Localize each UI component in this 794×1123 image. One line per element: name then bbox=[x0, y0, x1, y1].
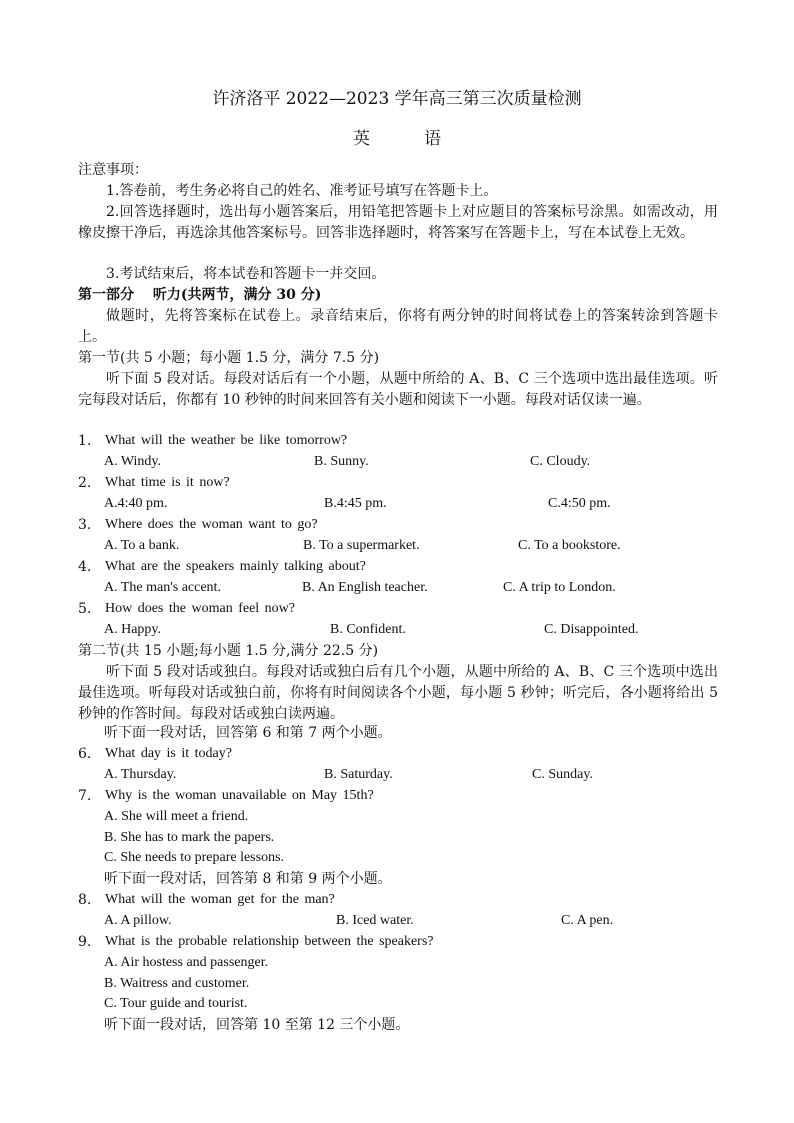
question-6 bbox=[78, 744, 718, 764]
option-a: A. To a bank. bbox=[104, 538, 180, 553]
question-text: What will the woman get for the man? bbox=[105, 892, 335, 907]
question-number: 4. bbox=[78, 559, 92, 575]
question-text: What is the probable relationship between the speakers? bbox=[105, 934, 434, 949]
part1-heading: 第一部分 听力(共两节，满分 30 分) bbox=[78, 287, 322, 303]
question-7-option-b: B. She has to mark the papers. bbox=[104, 830, 275, 845]
prompt-q6-q7: 听下面一段对话，回答第 6 和第 7 两个小题。 bbox=[104, 725, 392, 741]
question-text: What time is it now? bbox=[105, 475, 230, 490]
option-c: C. Cloudy. bbox=[530, 454, 591, 469]
notice-heading: 注意事项： bbox=[78, 162, 148, 178]
exam-title: 许济洛平 2022—2023 学年高三第三次质量检测 bbox=[212, 89, 582, 109]
option-b: B. To a supermarket. bbox=[303, 538, 420, 553]
section2-heading: 第二节(共 15 小题;每小题 1.5 分,满分 22.5 分) bbox=[78, 643, 379, 659]
option-c: C. A pen. bbox=[561, 913, 614, 928]
question-4-options bbox=[104, 578, 704, 598]
question-text: Why is the woman unavailable on May 15th? bbox=[105, 788, 374, 803]
option-a: A. Happy. bbox=[104, 622, 162, 637]
question-number: 3. bbox=[78, 517, 92, 533]
subject-title: 英语 bbox=[353, 129, 495, 149]
question-3 bbox=[78, 515, 718, 535]
question-number: 9. bbox=[78, 934, 92, 950]
question-7-option-c: C. She needs to prepare lessons. bbox=[104, 850, 285, 865]
notice-item-1: 1.答卷前，考生务必将自己的姓名、准考证号填写在答题卡上。 bbox=[106, 183, 498, 199]
question-2-options bbox=[104, 494, 704, 514]
question-9-option-a: A. Air hostess and passenger. bbox=[104, 955, 269, 970]
option-c: C.4:50 pm. bbox=[548, 496, 611, 511]
part1-instruction: 做题时，先将答案标在试卷上。录音结束后，你将有两分钟的时间将试卷上的答案转涂到答题卡上。 bbox=[78, 308, 718, 345]
question-4 bbox=[78, 557, 718, 577]
question-7-option-a: A. She will meet a friend. bbox=[104, 809, 249, 824]
option-c: C. Disappointed. bbox=[544, 622, 639, 637]
question-1 bbox=[78, 431, 718, 451]
option-a: A. Thursday. bbox=[104, 767, 177, 782]
question-number: 6. bbox=[78, 746, 92, 762]
question-6-options bbox=[104, 765, 704, 785]
question-9 bbox=[78, 932, 718, 952]
option-b: B.4:45 pm. bbox=[324, 496, 387, 511]
option-b: B. An English teacher. bbox=[302, 580, 428, 595]
option-b: B. Saturday. bbox=[324, 767, 393, 782]
question-7 bbox=[78, 786, 718, 806]
option-a: A.4:40 pm. bbox=[104, 496, 168, 511]
question-text: What are the speakers mainly talking about? bbox=[105, 559, 366, 574]
question-9-option-c: C. Tour guide and tourist. bbox=[104, 996, 248, 1011]
question-text: What day is it today? bbox=[105, 746, 232, 761]
section1-instruction: 听下面 5 段对话。每段对话后有一个小题，从题中所给的 A、B、C 三个选项中选出最佳选项。听完每段对话后，你都有 10 秒钟的时间来回答有关小题和阅读下一小题。每段对话仅读一遍。 bbox=[78, 371, 718, 408]
notice-item-3: 3.考试结束后，将本试卷和答题卡一并交回。 bbox=[106, 266, 386, 282]
question-number: 8. bbox=[78, 892, 92, 908]
section2-instruction: 听下面 5 段对话或独白。每段对话或独白后有几个小题，从题中所给的 A、B、C 三个选项中选出最佳选项。听每段对话或独白前，你将有时间阅读各个小题，每小题 5 秒钟；听完后，各小题将给出 5 秒钟的作答时间。每段对话或独白读两遍。 bbox=[78, 664, 718, 722]
option-c: C. To a bookstore. bbox=[518, 538, 621, 553]
question-5-options bbox=[104, 620, 704, 640]
question-text: What will the weather be like tomorrow? bbox=[105, 433, 348, 448]
question-number: 2. bbox=[78, 475, 92, 491]
question-8 bbox=[78, 890, 718, 910]
question-number: 7. bbox=[78, 788, 92, 804]
question-2 bbox=[78, 473, 718, 493]
question-5 bbox=[78, 599, 718, 619]
question-number: 5. bbox=[78, 601, 92, 617]
notice-item-2: 2.回答选择题时，选出每小题答案后，用铅笔把答题卡上对应题目的答案标号涂黑。如需改动，用橡皮擦干净后，再选涂其他答案标号。回答非选择题时，将答案写在答题卡上，写在本试卷上无效。 bbox=[78, 204, 718, 241]
option-b: B. Iced water. bbox=[336, 913, 414, 928]
question-9-option-b: B. Waitress and customer. bbox=[104, 976, 250, 991]
option-c: C. A trip to London. bbox=[503, 580, 616, 595]
section1-heading: 第一节(共 5 小题；每小题 1.5 分，满分 7.5 分) bbox=[78, 350, 380, 366]
option-b: B. Confident. bbox=[330, 622, 406, 637]
option-a: A. Windy. bbox=[104, 454, 161, 469]
question-1-options bbox=[104, 452, 704, 472]
option-c: C. Sunday. bbox=[532, 767, 593, 782]
prompt-q8-q9: 听下面一段对话，回答第 8 和第 9 两个小题。 bbox=[104, 871, 392, 887]
option-b: B. Sunny. bbox=[314, 454, 369, 469]
question-text: Where does the woman want to go? bbox=[105, 517, 318, 532]
question-number: 1. bbox=[78, 433, 92, 449]
question-3-options bbox=[104, 536, 704, 556]
option-a: A. A pillow. bbox=[104, 913, 172, 928]
question-text: How does the woman feel now? bbox=[105, 601, 296, 616]
option-a: A. The man's accent. bbox=[104, 580, 221, 595]
question-8-options bbox=[104, 911, 704, 931]
prompt-q10-q12: 听下面一段对话，回答第 10 至第 12 三个小题。 bbox=[104, 1017, 410, 1033]
